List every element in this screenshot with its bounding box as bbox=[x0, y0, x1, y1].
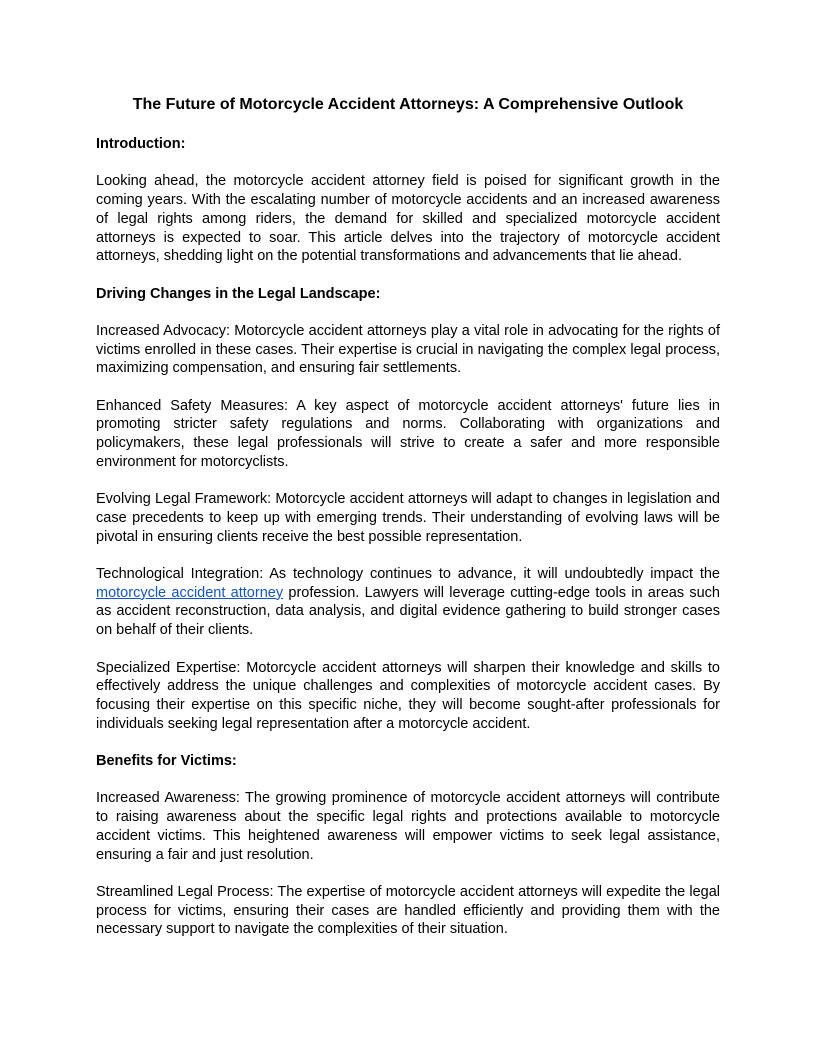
awareness-paragraph: Increased Awareness: The growing prominence of motorcycle accident attorneys will contribute to raising awareness about the specific legal rights and protections available to motorcycle accident victims. This heightened awareness will empower victims to seek legal assistance, ensuring a fair and just resolution. bbox=[96, 790, 720, 863]
technology-text-after: profession. Lawyers will leverage cutting-edge tools in areas such as accident reconstruction, data analysis, and digital evidence gathering to build stronger cases on behalf of their clients. bbox=[96, 584, 721, 639]
benefits-heading: Benefits for Victims: bbox=[96, 753, 237, 770]
legal-landscape-heading: Driving Changes in the Legal Landscape: bbox=[96, 285, 381, 302]
expertise-paragraph: Specialized Expertise: Motorcycle accident attorneys will sharpen their knowledge and skills to effectively address the unique challenges and complexities of motorcycle accident cases. By focusing their expertise on this specific niche, they will become sought-after professionals for individuals seeking legal representation after a motorcycle accident. bbox=[96, 659, 720, 732]
intro-heading: Introduction: bbox=[96, 136, 186, 152]
streamlined-paragraph: Streamlined Legal Process: The expertise of motorcycle accident attorneys will expedite the legal process for victims, ensuring their cases are handled efficiently and providing them with the necessary support to navigate the complexities of their situation. bbox=[96, 883, 720, 938]
technology-paragraph bbox=[96, 565, 720, 640]
intro-paragraph: Looking ahead, the motorcycle accident attorney field is poised for significant growth in the coming years. With the escalating number of motorcycle accidents and an increased awareness of legal rights among riders, the demand for skilled and specialized motorcycle accident attorneys is expected to soar. This article delves into the trajectory of motorcycle accident attorneys, shedding light on the potential transformations and advancements that lie ahead. bbox=[96, 173, 720, 265]
document-title: The Future of Motorcycle Accident Attorneys: A Comprehensive Outlook bbox=[132, 96, 684, 113]
motorcycle-accident-attorney-link[interactable]: motorcycle accident attorney bbox=[96, 584, 284, 601]
framework-paragraph: Evolving Legal Framework: Motorcycle accident attorneys will adapt to changes in legislation and case precedents to keep up with emerging trends. Their understanding of evolving laws will be pivotal in ensuring clients receive the best possible representation. bbox=[96, 491, 720, 545]
safety-paragraph: Enhanced Safety Measures: A key aspect of motorcycle accident attorneys' future lies in promoting stricter safety regulations and norms. Collaborating with organizations and policymakers, these legal professionals will strive to create a safer and more responsible environment for motorcyclists. bbox=[96, 397, 720, 470]
technology-text-before: Technological Integration: As technology continues to advance, it will undoubtedly impact the bbox=[96, 566, 720, 583]
document-page bbox=[96, 94, 720, 958]
advocacy-paragraph: Increased Advocacy: Motorcycle accident attorneys play a vital role in advocating for the rights of victims enrolled in these cases. Their expertise is crucial in navigating the complex legal process, maximizing compensation, and ensuring fair settlements. bbox=[96, 322, 720, 377]
